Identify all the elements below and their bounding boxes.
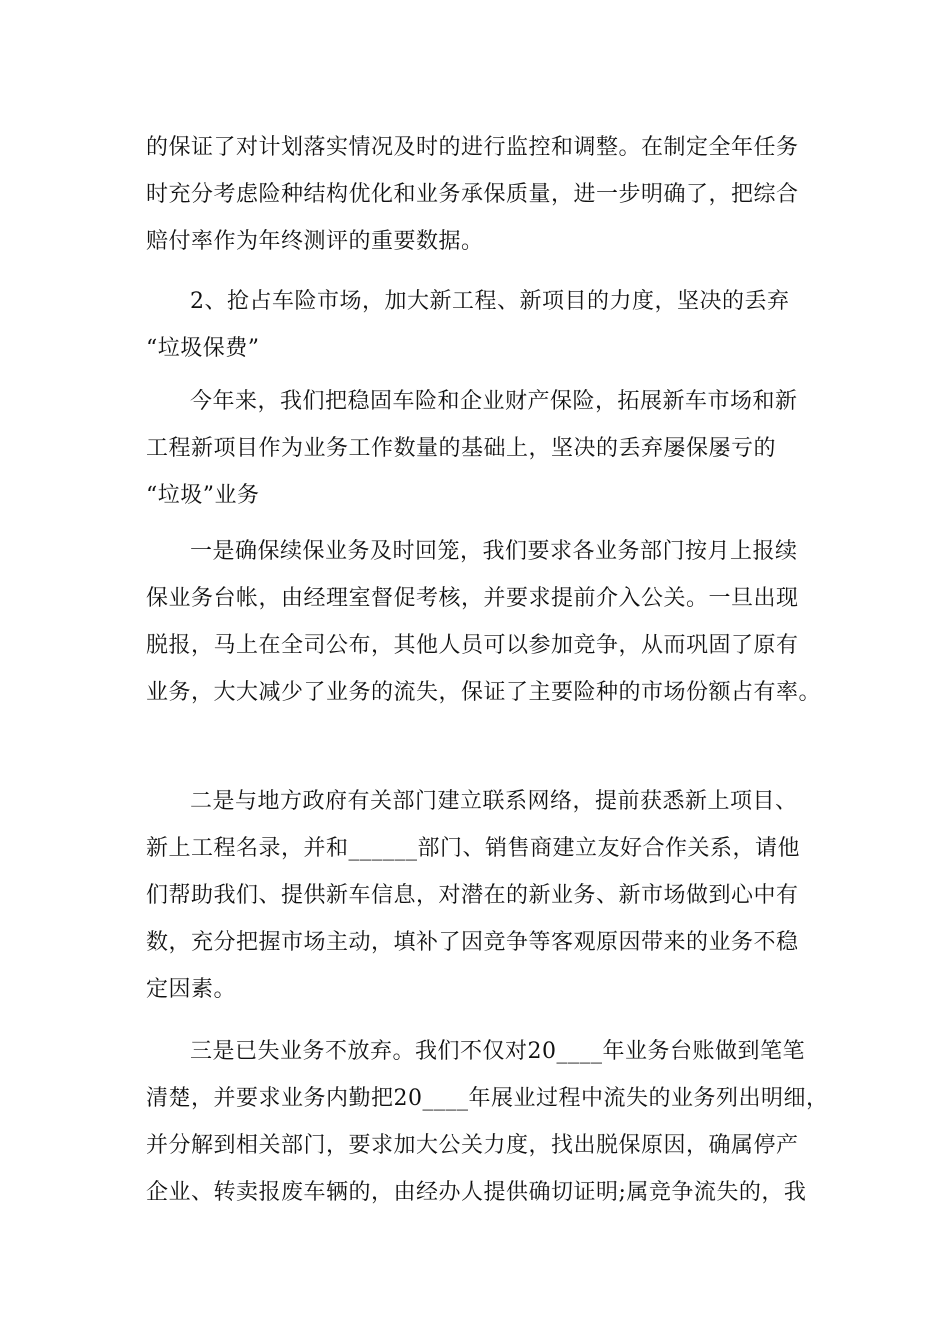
paragraph-2-heading <box>146 290 826 361</box>
text-line: 二是与地方政府有关部门建立联系网络，提前获悉新上项目、 <box>190 789 798 814</box>
paragraph-4 <box>146 540 826 705</box>
text-line: 赔付率作为年终测评的重要数据。 <box>146 229 484 254</box>
paragraph-1 <box>146 136 826 254</box>
text-line: 的保证了对计划落实情况及时的进行监控和调整。在制定全年任务 <box>146 135 799 160</box>
text-line: 时充分考虑险种结构优化和业务承保质量，进一步明确了，把综合 <box>146 182 799 207</box>
text-line: 企业、转卖报废车辆的，由经办人提供确切证明;属竞争流失的，我 <box>146 1180 807 1205</box>
text-line: 定因素。 <box>146 977 237 1002</box>
text-line: 清楚，并要求业务内勤把20____年展业过程中流失的业务列出明细， <box>146 1086 829 1111</box>
text-line: 并分解到相关部门，要求加大公关力度，找出脱保原因，确属停产 <box>146 1133 799 1158</box>
text-line: 三是已失业务不放弃。我们不仅对20____年业务台账做到笔笔 <box>190 1039 805 1064</box>
text-line: 们帮助我们、提供新车信息，对潜在的新业务、新市场做到心中有 <box>146 883 799 908</box>
paragraph-6 <box>146 1039 829 1205</box>
text-line: 数，充分把握市场主动，填补了因竞争等客观原因带来的业务不稳 <box>146 930 799 955</box>
paragraph-5 <box>146 790 826 1002</box>
text-line: 业务，大大减少了业务的流失，保证了主要险种的市场份额占有率。 <box>146 680 822 705</box>
text-line: 工程新项目作为业务工作数量的基础上，坚决的丢弃屡保屡亏的 <box>146 436 777 461</box>
text-line: 脱报，马上在全司公布，其他人员可以参加竞争，从而巩固了原有 <box>146 633 799 658</box>
text-line: 新上工程名录，并和______部门、销售商建立友好合作关系，请他 <box>146 836 801 861</box>
text-line: 2、抢占车险市场，加大新工程、新项目的力度，坚决的丢弃 <box>190 289 790 314</box>
text-line: 保业务台帐，由经理室督促考核，并要求提前介入公关。一旦出现 <box>146 586 799 611</box>
paragraph-3 <box>146 390 826 508</box>
text-line: 一是确保续保业务及时回笼，我们要求各业务部门按月上报续 <box>190 539 798 564</box>
text-line: 今年来，我们把稳固车险和企业财产保险，拓展新车市场和新 <box>190 389 798 414</box>
text-line: “垃圾保费” <box>146 336 260 361</box>
text-line: “垃圾”业务 <box>146 483 260 508</box>
